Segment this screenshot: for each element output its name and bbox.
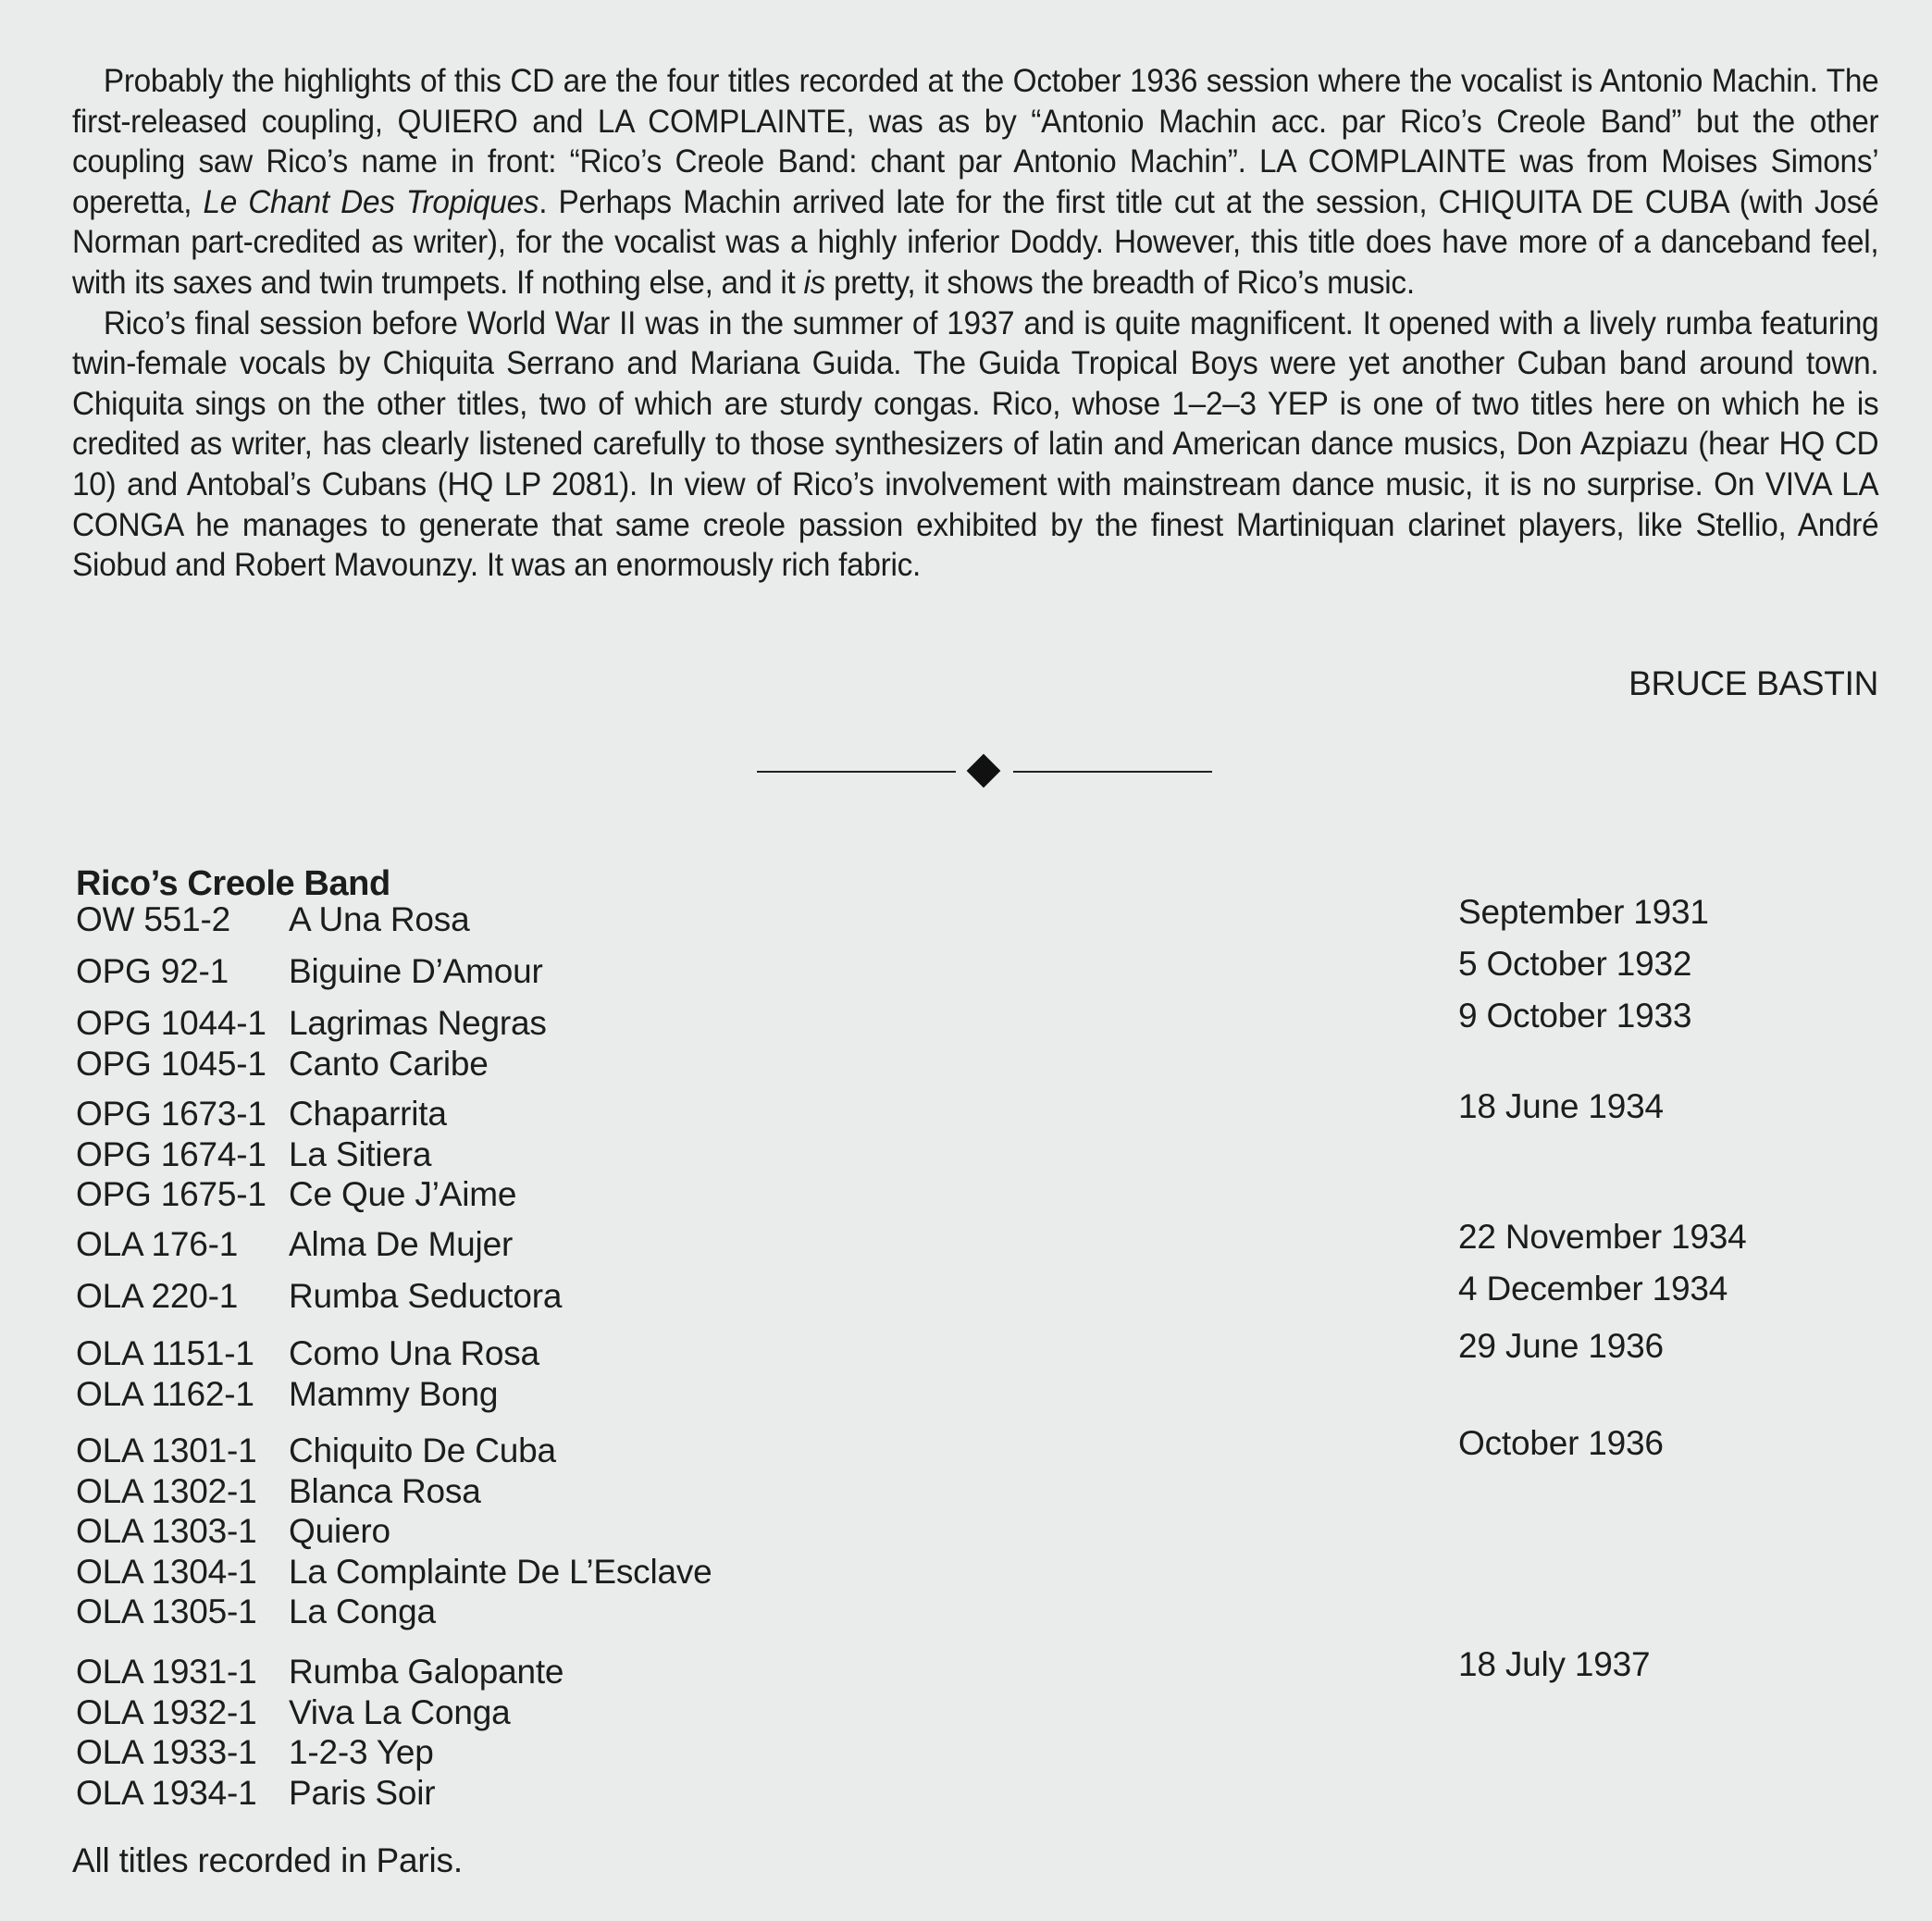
track-title: Lagrimas Negras: [289, 1004, 547, 1042]
matrix-number: OLA 1301-1: [76, 1431, 257, 1469]
track-title: La Sitiera: [289, 1134, 432, 1173]
track-row: [76, 1732, 1834, 1773]
essay-p1-text-b: . Perhaps Machin arrived late for the first title cut at the session, CHIQUITA DE CUBA (with José Norman part-credited as writer), for the vocalist was a highly inferior Doddy. However, this title does have more of a danceband feel, with its saxes and twin trumpets. If nothing else, and it: [72, 182, 1879, 301]
track-title: Quiero: [289, 1512, 390, 1550]
operetta-title: Le Chant Des Tropiques: [203, 182, 539, 220]
track-row: [76, 1174, 1834, 1215]
session-block: [76, 1087, 1834, 1215]
session-date: 18 July 1937: [1458, 1645, 1651, 1683]
session-date: 4 December 1934: [1458, 1270, 1728, 1308]
track-title: Rumba Galopante: [289, 1653, 564, 1691]
track-title: Como Una Rosa: [289, 1334, 539, 1372]
track-title: Alma De Mujer: [289, 1225, 514, 1263]
track-row: [76, 1424, 1834, 1471]
track-row: [76, 997, 1834, 1044]
track-title: 1-2-3 Yep: [289, 1733, 434, 1771]
session-date: September 1931: [1458, 893, 1709, 931]
session-date: 29 June 1936: [1458, 1327, 1664, 1365]
matrix-number: OLA 220-1: [76, 1277, 239, 1315]
band-heading: Rico’s Creole Band: [76, 864, 390, 903]
track-row: [76, 1270, 1834, 1317]
matrix-number: OPG 1045-1: [76, 1044, 266, 1083]
session-block: [76, 1424, 1834, 1632]
author-signature: BRUCE BASTIN: [1629, 664, 1878, 702]
track-row: [76, 1087, 1834, 1134]
essay-p1-text-a: Probably the highlights of this CD are the four titles recorded at the October 1936 session where the vocalist is Antonio Machin. The first-released coupling, QUIERO and LA COMPLAINTE, was as by “Antonio Machin acc. par Rico’s Creole Band” but the other coupling saw Rico’s name in front: “Rico’s Creole Band: chant par Antonio Machin”. LA COMPLAINTE was from Moises Simons’ operetta,: [72, 62, 1879, 220]
track-title: Rumba Seductora: [289, 1277, 563, 1315]
diamond-ornament-icon: [967, 754, 1001, 788]
track-row: [76, 1773, 1834, 1814]
matrix-number: OPG 92-1: [76, 952, 229, 990]
track-row: [76, 945, 1834, 992]
track-title: La Conga: [289, 1593, 436, 1630]
session-block: [76, 945, 1834, 992]
session-block: [76, 1218, 1834, 1265]
essay-paragraph-2: Rico’s final session before World War II was in the summer of 1937 and is quite magnificent. It opened with a lively rumba featuring twin-female vocals by Chiquita Serrano and Mariana Guida. The Guida Tropical Boys were yet another Cuban band around town. Chiquita sings on the other titles, two of which are sturdy congas. Rico, whose 1–2–3 YEP is one of two titles here on which he is credited as writer, has clearly listened carefully to those synthesizers of latin and American dance musics, Don Azpiazu (hear HQ CD 10) and Antobal’s Cubans (HQ LP 2081). In view of Rico’s involvement with mainstream dance music, it is no surprise. On VIVA LA CONGA he manages to generate that same creole passion exhibited by the finest Martiniquan clarinet players, like Stellio, André Siobud and Robert Mavounzy. It was an enormously rich fabric.: [72, 304, 1879, 584]
section-divider: [757, 750, 1212, 799]
session-block: [76, 1270, 1834, 1317]
matrix-number: OLA 1162-1: [76, 1374, 254, 1413]
matrix-number: OLA 1931-1: [76, 1653, 257, 1691]
matrix-number: OLA 1305-1: [76, 1593, 257, 1630]
matrix-number: OLA 1302-1: [76, 1471, 257, 1510]
track-title: Mammy Bong: [289, 1374, 499, 1413]
matrix-number: OPG 1674-1: [76, 1134, 266, 1173]
track-row: [76, 1645, 1834, 1692]
matrix-number: OLA 1934-1: [76, 1773, 257, 1812]
matrix-number: OPG 1673-1: [76, 1095, 266, 1133]
divider-line-left: [757, 771, 956, 773]
track-title: Canto Caribe: [289, 1044, 489, 1083]
matrix-number: OPG 1044-1: [76, 1004, 266, 1042]
track-title: Biguine D’Amour: [289, 952, 543, 990]
emphasis-is: is: [803, 263, 826, 301]
session-block: [76, 1327, 1834, 1414]
track-row: [76, 1511, 1834, 1552]
track-title: Chiquito De Cuba: [289, 1431, 556, 1469]
matrix-number: OLA 1932-1: [76, 1692, 257, 1731]
track-title: A Una Rosa: [289, 900, 470, 938]
track-row: [76, 1374, 1834, 1415]
track-row: [76, 1692, 1834, 1733]
session-block: [76, 893, 1834, 940]
recording-location-note: All titles recorded in Paris.: [72, 1841, 463, 1879]
essay: [72, 61, 1878, 586]
track-row: [76, 1044, 1834, 1084]
track-row: [76, 1592, 1834, 1632]
track-row: [76, 1327, 1834, 1374]
track-title: Ce Que J’Aime: [289, 1175, 517, 1213]
essay-paragraph-1: [72, 61, 1878, 304]
session-date: 18 June 1934: [1458, 1087, 1664, 1125]
track-title: Chaparrita: [289, 1095, 447, 1133]
session-block: [76, 1645, 1834, 1813]
session-date: 22 November 1934: [1458, 1218, 1747, 1256]
track-title: Viva La Conga: [289, 1692, 511, 1731]
track-row: [76, 893, 1834, 940]
session-date: 5 October 1932: [1458, 945, 1692, 983]
essay-p1-text-c: pretty, it shows the breadth of Rico’s music.: [825, 263, 1415, 301]
session-date: October 1936: [1458, 1424, 1664, 1462]
matrix-number: OLA 1933-1: [76, 1733, 257, 1771]
matrix-number: OLA 1303-1: [76, 1512, 257, 1550]
session-date: 9 October 1933: [1458, 997, 1692, 1035]
matrix-number: OLA 1304-1: [76, 1552, 257, 1591]
track-title: Paris Soir: [289, 1773, 436, 1812]
session-block: [76, 997, 1834, 1084]
track-title: Blanca Rosa: [289, 1471, 481, 1510]
matrix-number: OPG 1675-1: [76, 1175, 266, 1213]
divider-line-right: [1013, 771, 1212, 773]
matrix-number: OW 551-2: [76, 900, 231, 938]
track-row: [76, 1134, 1834, 1175]
track-row: [76, 1218, 1834, 1265]
track-row: [76, 1552, 1834, 1593]
matrix-number: OLA 176-1: [76, 1225, 239, 1263]
track-title: La Complainte De L’Esclave: [289, 1552, 712, 1591]
track-row: [76, 1471, 1834, 1512]
matrix-number: OLA 1151-1: [76, 1334, 254, 1372]
